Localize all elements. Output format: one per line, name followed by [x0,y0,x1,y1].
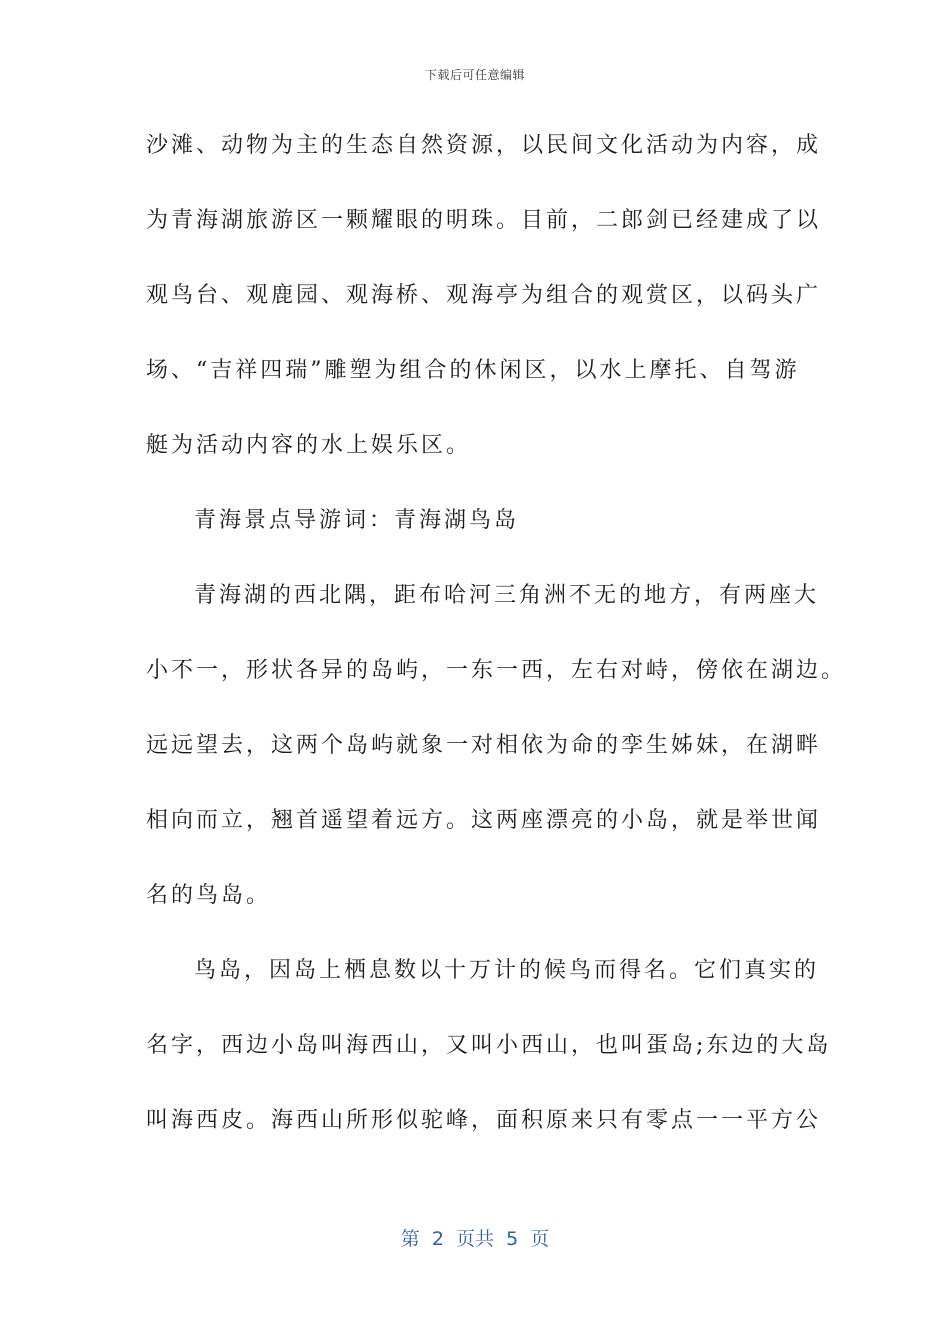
page-header: 下载后可任意编辑 [424,68,525,82]
body-line: 相向而立，翘首遥望着远方。这两座漂亮的小岛，就是举世闻 [146,808,822,833]
body-line: 场、“吉祥四瑞”雕塑为组合的休闲区，以水上摩托、自驾游 [146,358,800,383]
body-line: 名字，西边小岛叫海西山，又叫小西山，也叫蛋岛;东边的大岛 [146,1033,832,1058]
body-line: 小不一，形状各异的岛屿，一东一西，左右对峙，傍依在湖边。 [146,658,847,683]
body-line: 叫海西皮。海西山所形似驼峰，面积原来只有零点一一平方公 [146,1108,822,1133]
body-line: 名的鸟岛。 [146,883,272,908]
body-line: 为青海湖旅游区一颗耀眼的明珠。目前，二郎剑已经建成了以 [146,208,822,233]
body-line: 远远望去，这两个岛屿就象一对相依为命的孪生姊妹，在湖畔 [146,733,822,758]
document-body [146,126,847,1176]
section-heading: 青海景点导游词：青海湖鸟岛 [194,508,520,533]
body-line: 鸟岛，因岛上栖息数以十万计的候鸟而得名。它们真实的 [194,958,820,983]
body-line: 青海湖的西北隅，距布哈河三角洲不无的地方，有两座大 [194,583,820,608]
body-line: 观鸟台、观鹿园、观海桥、观海亭为组合的观赏区，以码头广 [146,283,822,308]
page-number: 第 2 页共 5 页 [400,1228,550,1250]
body-line: 艇为活动内容的水上娱乐区。 [146,433,472,458]
body-line: 沙滩、动物为主的生态自然资源，以民间文化活动为内容，成 [146,133,822,158]
